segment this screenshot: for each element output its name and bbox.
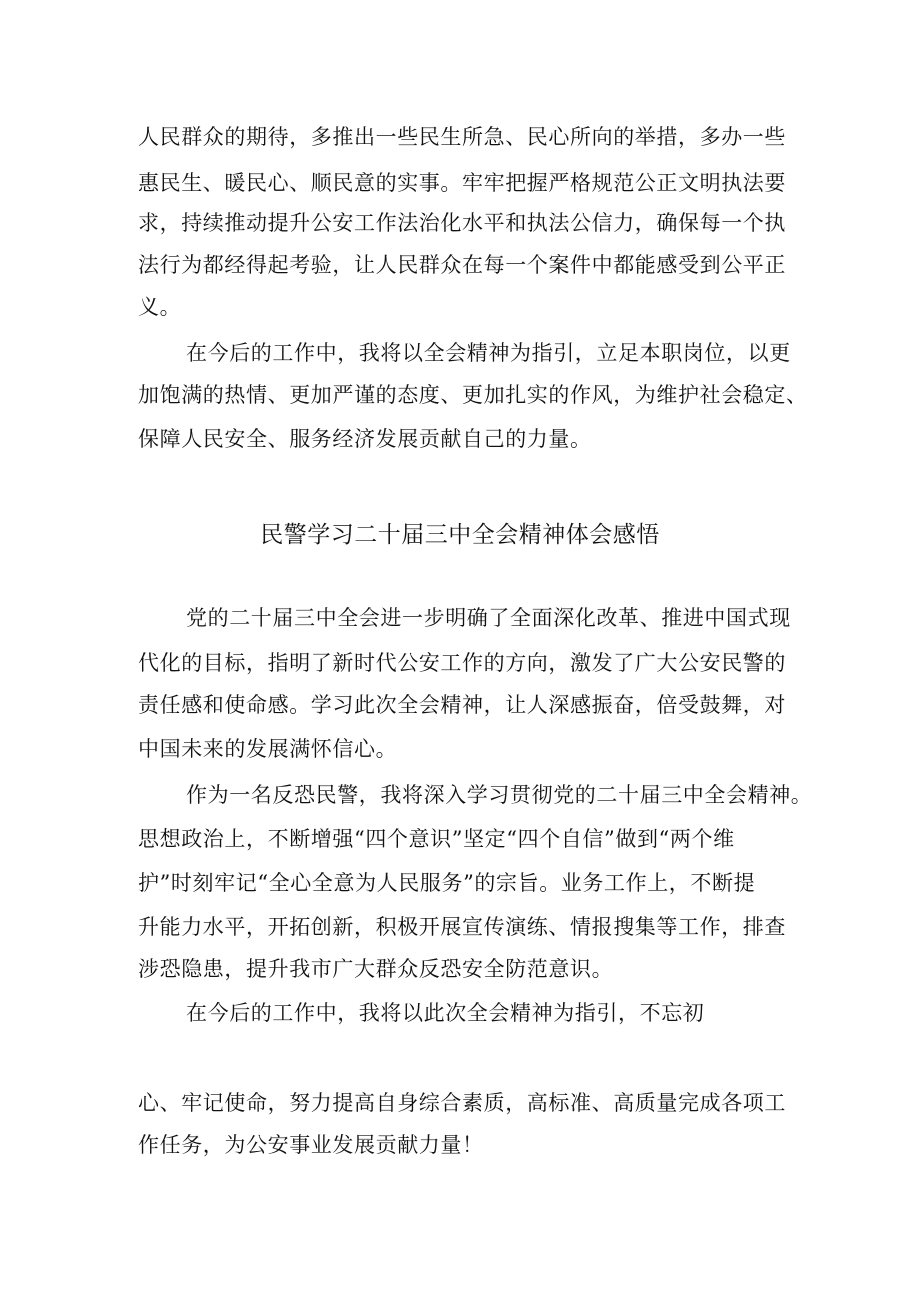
paragraph-line: 在今后的工作中，我将以全会精神为指引，立足本职岗位，以更 xyxy=(186,341,791,365)
article-title: 民警学习二十届三中全会精神体会感悟 xyxy=(260,522,660,548)
paragraph-line: 加饱满的热情、更加严谨的态度、更加扎实的作风，为维护社会稳定、 xyxy=(138,383,808,407)
paragraph-line: 法行为都经得起考验，让人民群众在每一个案件中都能感受到公平正 xyxy=(138,253,786,277)
paragraph-line: 义。 xyxy=(138,295,182,319)
paragraph-line: 代化的目标，指明了新时代公安工作的方向，激发了广大公安民警的 xyxy=(138,651,786,675)
paragraph-line: 在今后的工作中，我将以此次全会精神为指引，不忘初 xyxy=(186,1001,705,1025)
paragraph-line: 思想政治上，不断增强“四个意识”坚定“四个自信”做到“两个维 xyxy=(138,827,735,851)
paragraph-line: 护”时刻牢记“全心全意为人民服务”的宗旨。业务工作上，不断提 xyxy=(138,871,756,895)
paragraph-line: 人民群众的期待，多推出一些民生所急、民心所向的举措，多办一些 xyxy=(138,125,786,149)
paragraph-line: 保障人民安全、服务经济发展贡献自己的力量。 xyxy=(138,427,592,451)
paragraph-line: 求，持续推动提升公安工作法治化水平和执法公信力，确保每一个执 xyxy=(138,211,786,235)
paragraph-line: 惠民生、暖民心、顺民意的实事。牢牢把握严格规范公正文明执法要 xyxy=(138,171,786,195)
paragraph-line: 升能力水平，开拓创新，积极开展宣传演练、情报搜集等工作，排查 xyxy=(138,915,786,939)
paragraph-line: 党的二十届三中全会进一步明确了全面深化改革、推进中国式现 xyxy=(186,606,791,630)
paragraph-line: 心、牢记使命，努力提高自身综合素质，高标准、高质量完成各项工 xyxy=(138,1091,786,1115)
paragraph-line: 责任感和使命感。学习此次全会精神，让人深感振奋，倍受鼓舞，对 xyxy=(138,693,786,717)
paragraph-line: 作为一名反恐民警，我将深入学习贯彻党的二十届三中全会精神。 xyxy=(186,783,813,807)
paragraph-line: 涉恐隐患，提升我市广大群众反恐安全防范意识。 xyxy=(138,957,614,981)
paragraph-line: 中国未来的发展满怀信心。 xyxy=(138,737,398,761)
paragraph-line: 作任务，为公安事业发展贡献力量！ xyxy=(138,1133,484,1157)
